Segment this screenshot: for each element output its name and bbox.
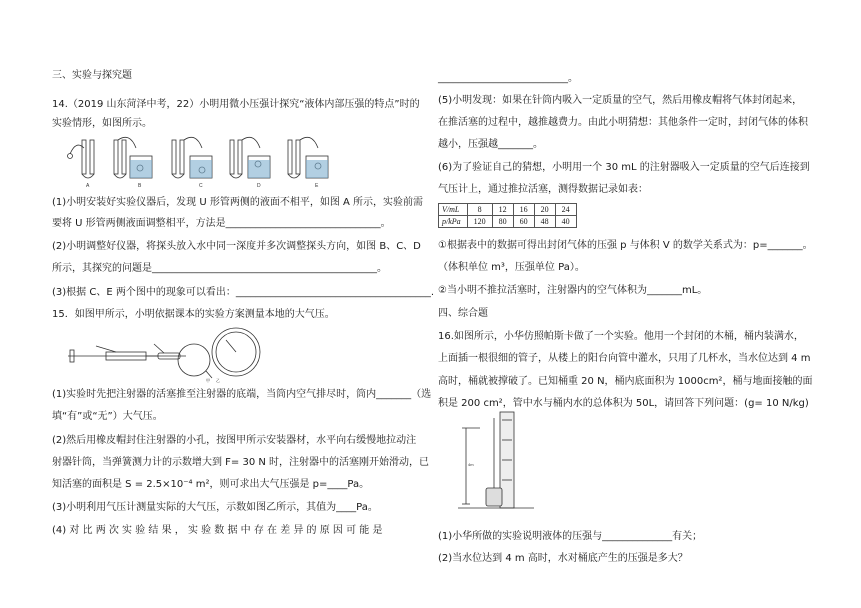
section-3-title: 三、实验与探究题: [52, 70, 132, 81]
table-row-label: V/mL: [439, 204, 468, 216]
table-cell: 40: [555, 216, 576, 228]
table-row: [439, 204, 577, 216]
q15-part6-line2: 气压计上，通过推拉活塞，测得数据记录如表：: [438, 184, 648, 195]
q15-part6-line1: (6)为了验证自己的猜想，小明用一个 30 mL 的注射器吸入一定质量的空气后连接到: [438, 162, 810, 173]
q15-part2-line1: (2)然后用橡皮帽封住注射器的小孔，按图甲所示安装器材，水平向右缓慢地拉动注: [52, 435, 417, 446]
q15-part5-line3: 越小，压强越_______。: [438, 139, 543, 150]
q15-part2-line3: 知活塞的面积是 S = 2.5×10⁻⁴ m²，则可求出大气压强是 p=____Pa。: [52, 479, 370, 490]
table-row: [439, 216, 577, 228]
q14-part2-line1: (2)小明调整好仪器，将探头放入水中同一深度并多次调整探头方向，如图 B、C、D: [52, 241, 421, 252]
q14-part3: (3)根据 C、E 两个图中的现象可以看出：_______________________________________.: [52, 287, 435, 298]
table-cell: 24: [555, 204, 576, 216]
q14-stem-line2: 实验情形，如图所示。: [52, 118, 152, 129]
section-4-title: 四、综合题: [438, 308, 488, 319]
q15-part5-line1: (5)小明发现：如果在针筒内吸入一定质量的空气，然后用橡皮帽将气体封闭起来，: [438, 95, 803, 106]
q14-fig-label-e: E: [315, 183, 319, 189]
q15-stem: 15．如图甲所示，小明依据课本的实验方案测量本地的大气压。: [52, 309, 335, 320]
table-cell: 48: [534, 216, 555, 228]
q16-fig-height-label: 4m: [468, 462, 474, 467]
q15-fig-label-yi: 乙: [216, 378, 220, 383]
volume-pressure-table: [438, 203, 577, 228]
q15-part4-blank: __________________________。: [438, 73, 578, 84]
table-cell: 80: [492, 216, 513, 228]
q14-fig-label-c: C: [199, 183, 203, 189]
q14-part1-line1: (1)小明安装好实验仪器后，发现 U 形管两侧的液面不相平，如图 A 所示，实验前需: [52, 197, 424, 208]
q15-part4-line1: (4) 对 比 两 次 实 验 结 果 ， 实 验 数 据 中 存 在 差 异 的 原 因 可 能 是: [52, 525, 383, 536]
q15-part6-sub1-line1: ①根据表中的数据可得出封闭气体的压强 p 与体积 V 的数学关系式为：p=_______。: [438, 240, 813, 251]
q16-stem-line2: 上面插一根很细的管子，从楼上的阳台向管中灌水，只用了几杯水，当水位达到 4 m: [438, 353, 811, 364]
q14-part1-line2: 要将 U 形管两侧液面调整相平，方法是_______________________________。: [52, 218, 391, 229]
q15-part5-line2: 在推活塞的过程中，越推越费力。由此小明猜想：其他条件一定时，封闭气体的体积: [438, 117, 808, 128]
q14-part2-line2: 所示，其探究的问题是_____________________________________________。: [52, 263, 387, 274]
q16-stem-line4: 积是 200 cm²，管中水与桶内水的总体积为 50L，请回答下列问题：(g= 10 N/kg): [438, 398, 809, 409]
table-cell: 8: [467, 204, 492, 216]
q14-stem-line1: 14.（2019 山东菏泽中考，22）小明用微小压强计探究“液体内部压强的特点”时的: [52, 99, 420, 110]
q15-part3: (3)小明利用气压计测量实际的大气压，示数如图乙所示，其值为____Pa。: [52, 502, 378, 513]
table-row-label: p/kPa: [439, 216, 468, 228]
q16-figure-pascal-barrel: [456, 410, 536, 510]
table-cell: 16: [513, 204, 534, 216]
q14-fig-label-b: B: [138, 183, 142, 189]
q16-stem-line1: 16.如图所示，小华仿照帕斯卡做了一个实验。他用一个封闭的木桶，桶内装满水，: [438, 331, 804, 342]
q15-part1-line2: 填“有”或“无”）大气压。: [52, 411, 163, 422]
q15-part6-sub2: ②当小明不推拉活塞时，注射器内的空气体积为_______mL。: [438, 285, 708, 296]
q16-stem-line3: 高时，桶就被撑破了。已知桶重 20 N，桶内底面积为 1000cm²，桶与地面接触的面: [438, 376, 813, 387]
q14-fig-label-d: D: [257, 183, 261, 189]
table-cell: 60: [513, 216, 534, 228]
table-cell: 120: [467, 216, 492, 228]
q15-fig-label-jia: 甲: [206, 378, 210, 383]
q15-part1-line1: (1)实验时先把注射器的活塞推至注射器的底端，当筒内空气排尽时，筒内_______（选: [52, 389, 432, 400]
q15-part2-line2: 射器针筒，当弹簧测力计的示数增大到 F= 30 N 时，注射器中的活塞刚开始滑动，已: [52, 457, 430, 468]
q16-part1: (1)小华所做的实验说明液体的压强与______________有关；: [438, 531, 703, 542]
q14-fig-label-a: A: [86, 183, 90, 189]
q15-part6-sub1-line2: （体积单位 m³，压强单位 Pa）。: [438, 262, 585, 273]
table-cell: 20: [534, 204, 555, 216]
q14-figure-pressure-gauges: [66, 134, 336, 190]
q15-figure-syringe-barometer: [66, 326, 266, 386]
table-cell: 12: [492, 204, 513, 216]
q16-part2: (2)当水位达到 4 m 高时，水对桶底产生的压强是多大？: [438, 553, 688, 564]
